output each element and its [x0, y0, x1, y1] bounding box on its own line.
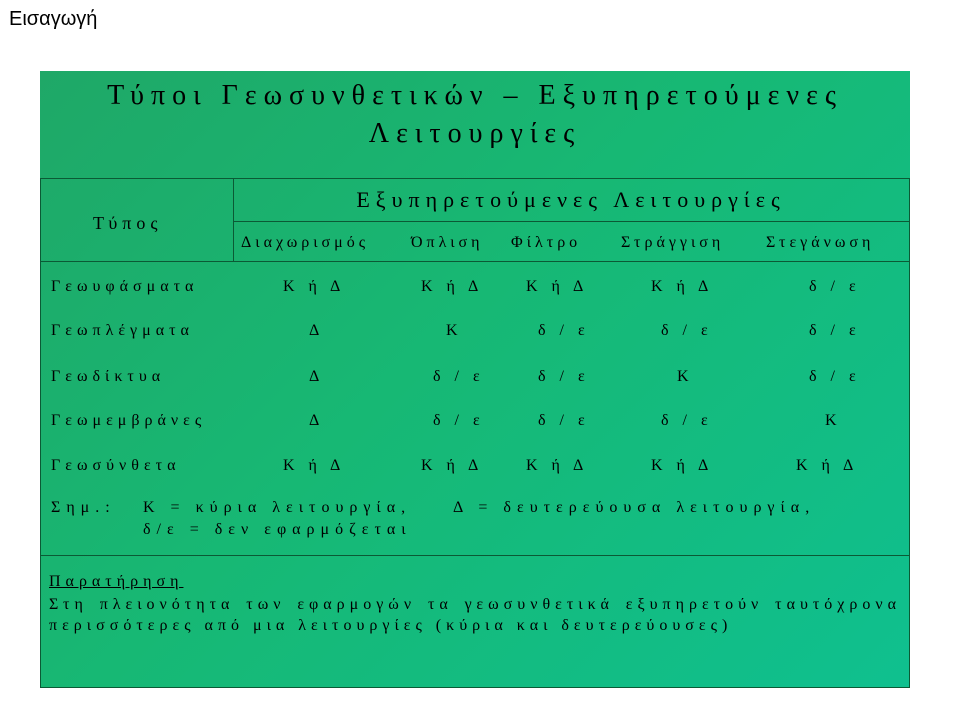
- column-header-waterproofing: Στεγάνωση: [766, 234, 875, 251]
- header-divider-middle: [233, 221, 909, 222]
- row-label: Γεωμεμβράνες: [51, 412, 207, 429]
- observation-body: Στη πλειονότητα των εφαρμογών τα γεωσυνθετικά εξυπηρετούν ταυτόχρονα περισσότερες από μια λειτουργίες (κύρια και δευτερεύουσες): [49, 596, 901, 634]
- table-cell: Κ: [446, 322, 463, 339]
- row-label: Γεωυφάσματα: [51, 278, 199, 295]
- column-header-separation: Διαχωρισμός: [241, 234, 370, 251]
- note-not-applicable: δ/ε = δεν εφαρμόζεται: [143, 521, 412, 538]
- column-header-filter: Φίλτρο: [511, 234, 582, 251]
- functions-table: [40, 178, 910, 556]
- table-cell: Κ ή Δ: [526, 278, 589, 295]
- table-cell: δ / ε: [433, 368, 485, 385]
- observation-title: Παρατήρηση: [49, 573, 184, 590]
- table-cell: δ / ε: [661, 322, 713, 339]
- column-header-type: Τύπος: [93, 213, 163, 233]
- table-cell: Κ ή Δ: [796, 457, 859, 474]
- table-cell: Κ: [825, 412, 842, 429]
- table-cell: δ / ε: [809, 278, 861, 295]
- table-cell: Δ: [309, 412, 325, 429]
- slide-title: [40, 77, 910, 153]
- table-cell: Κ ή Δ: [651, 457, 714, 474]
- table-cell: Δ: [309, 368, 325, 385]
- table-cell: Κ ή Δ: [283, 457, 346, 474]
- table-cell: Κ ή Δ: [421, 457, 484, 474]
- table-cell: Κ ή Δ: [283, 278, 346, 295]
- observation-box: [40, 554, 910, 688]
- table-cell: δ / ε: [809, 322, 861, 339]
- table-cell: δ / ε: [809, 368, 861, 385]
- slide-title-line2: Λειτουργίες: [368, 118, 582, 149]
- table-cell: δ / ε: [538, 412, 590, 429]
- column-header-reinforcement: Όπλιση: [411, 234, 484, 251]
- column-header-drainage: Στράγγιση: [621, 234, 725, 251]
- note-main-function: Κ = κύρια λειτουργία,: [143, 499, 412, 516]
- header-divider-bottom: [41, 261, 909, 262]
- note-prefix: Σημ.:: [51, 499, 116, 516]
- table-cell: δ / ε: [538, 322, 590, 339]
- slide-title-line1: Τύποι Γεωσυνθετικών – Εξυπηρετούμενες: [107, 80, 843, 111]
- table-cell: δ / ε: [661, 412, 713, 429]
- table-cell: Κ ή Δ: [651, 278, 714, 295]
- note-secondary-function: Δ = δευτερεύουσα λειτουργία,: [453, 499, 816, 516]
- row-label: Γεωπλέγματα: [51, 322, 194, 339]
- row-label: Γεωδίκτυα: [51, 368, 166, 385]
- table-cell: Κ ή Δ: [421, 278, 484, 295]
- table-cell: Κ ή Δ: [526, 457, 589, 474]
- table-cell: δ / ε: [538, 368, 590, 385]
- table-cell: Δ: [309, 322, 325, 339]
- table-cell: Κ: [677, 368, 694, 385]
- table-cell: δ / ε: [433, 412, 485, 429]
- row-label: Γεωσύνθετα: [51, 457, 181, 474]
- header-label: Εισαγωγή: [9, 8, 98, 30]
- column-group-header: Εξυπηρετούμενες Λειτουργίες: [356, 187, 786, 212]
